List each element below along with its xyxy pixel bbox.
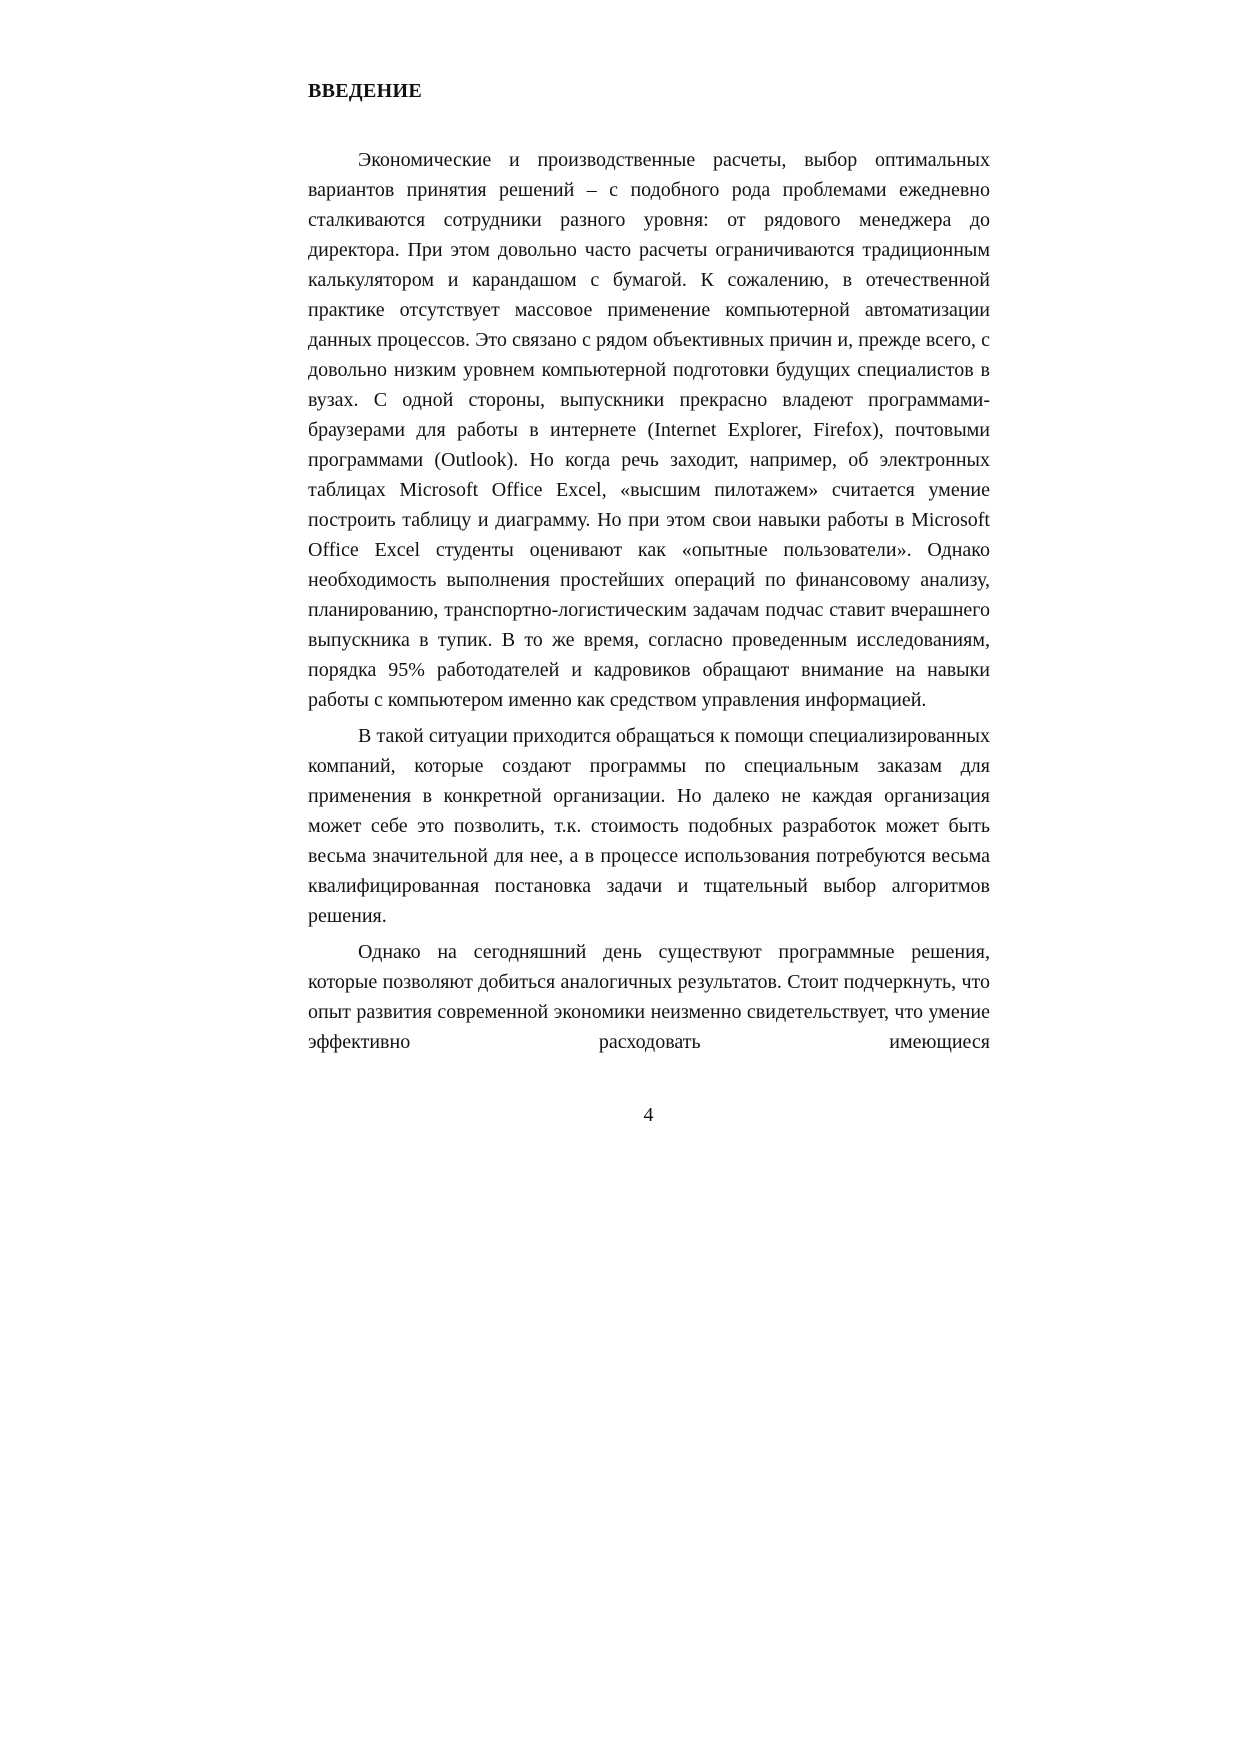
page-number: 4 [643,1104,654,1126]
body-text [308,145,990,1057]
paragraph: Однако на сегодняшний день существуют программные решения, которые позволяют добиться аналогичных результатов. Стоит подчеркнуть, что опыт развития современной экономики неизменно свидетельствует, что умение эффективно расходовать имеющиеся [308,941,990,1053]
paragraph: В такой ситуации приходится обращаться к помощи специализированных компаний, которые создают программы по специальным заказам для применения в конкретной организации. Но далеко не каждая организация может себе это позволить, т.к. стоимость подобных разработок может быть весьма значительной для нее, а в процессе использования потребуются весьма квалифицированная постановка задачи и тщательный выбор алгоритмов решения. [308,725,990,927]
page-number-line [0,1104,1241,1127]
paragraph: Экономические и производственные расчеты, выбор оптимальных вариантов принятия решений – с подобного рода проблемами ежедневно сталкиваются сотрудники разного уровня: от рядового менеджера до директора. При этом довольно часто расчеты ограничиваются традиционным калькулятором и карандашом с бумагой. К сожалению, в отечественной практике отсутствует массовое применение компьютерной автоматизации данных процессов. Это связано с рядом объективных причин и, прежде всего, с довольно низким уровнем компьютерной подготовки будущих специалистов в вузах. С одной стороны, выпускники прекрасно владеют программами-браузерами для работы в интернете (Internet Explorer, Firefox), почтовыми программами (Outlook). Но когда речь заходит, например, об электронных таблицах Microsoft Office Excel, «высшим пилотажем» считается умение построить таблицу и диаграмму. Но при этом свои навыки работы в Microsoft Office Excel студенты оценивают как «опытные пользователи». Однако необходимость выполнения простейших операций по финансовому анализу, планированию, транспортно-логистическим задачам подчас ставит вчерашнего выпускника в тупик. В то же время, согласно проведенным исследованиям, порядка 95% работодателей и кадровиков обращают внимание на навыки работы с компьютером именно как средством управления информацией. [308,149,990,711]
section-heading: ВВЕДЕНИЕ [308,80,422,102]
